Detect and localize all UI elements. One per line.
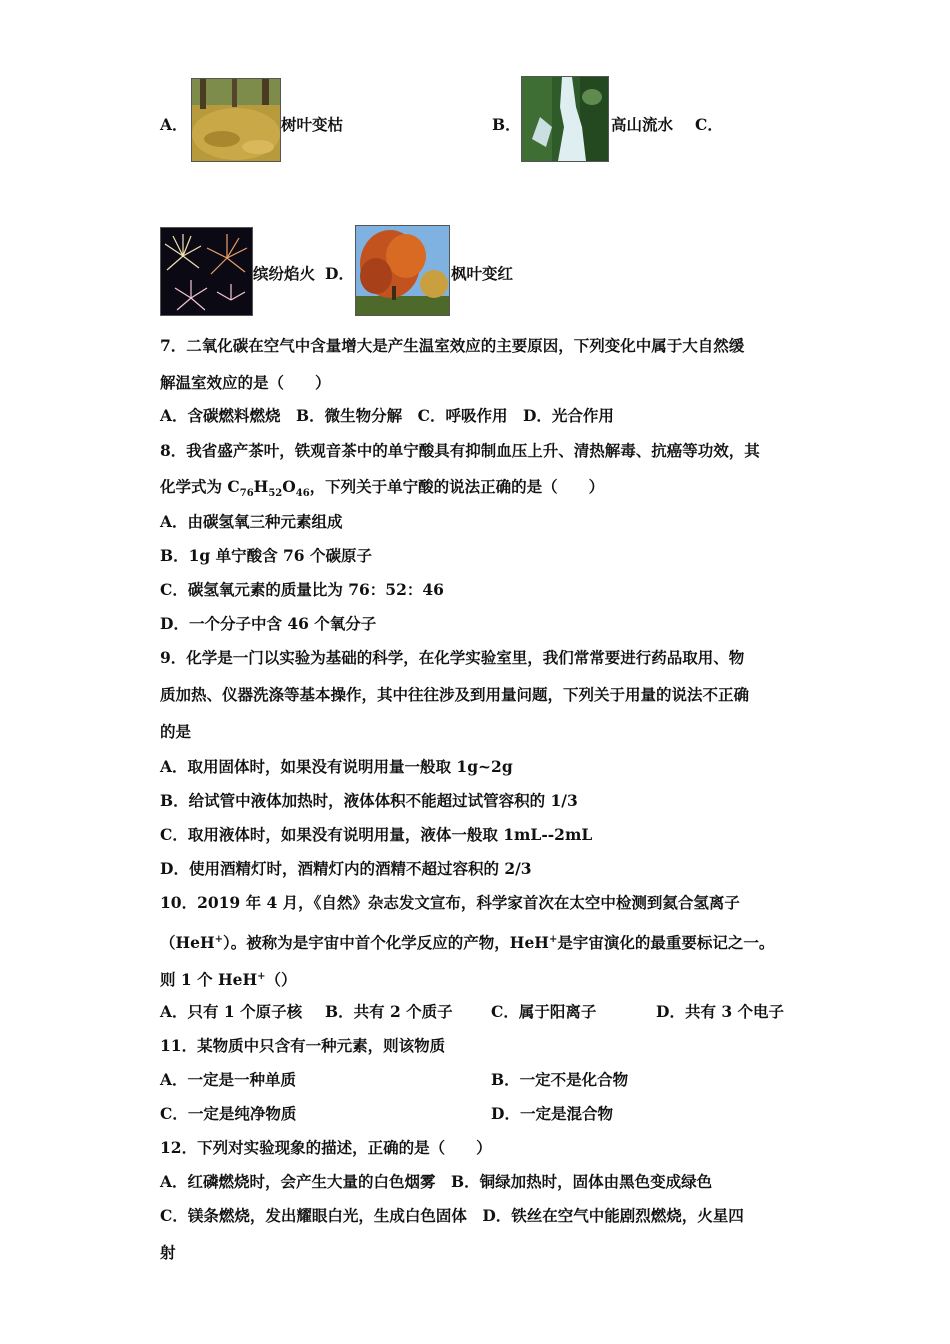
q10-plus-sign-2: + [548, 934, 558, 945]
option-a-letter: A． [160, 115, 188, 134]
q11-option-c: C．一定是纯净物质 [160, 1104, 297, 1123]
q11-option-d: D．一定是混合物 [491, 1104, 613, 1123]
q10-line-2-middle: ）。被称为是宇宙中首个化学反应的产物，HeH [223, 933, 549, 953]
option-a-label: 树叶变枯 [281, 115, 344, 134]
q7-line-2: 解温室效应的是（ ） [160, 373, 331, 392]
q8-option-c: C．碳氢氧元素的质量比为 76：52：46 [160, 580, 444, 599]
q8-c-subscript: 76 [239, 488, 254, 500]
q10-line-3-start: 则 1 个 HeH [160, 970, 258, 990]
q9-option-b: B．给试管中液体加热时，液体体积不能超过试管容积的 1/3 [160, 791, 578, 810]
fireworks-image [160, 227, 253, 316]
red-maple-image [355, 225, 450, 316]
q8-option-d: D．一个分子中含 46 个氧分子 [160, 614, 377, 633]
q10-line-3-end: （） [265, 970, 297, 990]
q10-line-2-end: 是宇宙演化的最重要标记之一。 [557, 933, 775, 953]
q10-line-1: 10．2019 年 4 月，《自然》杂志发文宣布，科学家首次在太空中检测到氦合氢离子 [160, 893, 740, 912]
q8-o-symbol: O [282, 477, 296, 496]
q7-line-1: 7．二氧化碳在空气中含量增大是产生温室效应的主要原因，下列变化中属于大自然缓 [160, 336, 745, 355]
q9-line-3: 的是 [160, 722, 192, 741]
q10-option-c: C．属于阳离子 [491, 1002, 597, 1021]
q8-option-a: A．由碳氢氧三种元素组成 [160, 512, 343, 531]
option-c-label: 缤纷焰火 [253, 264, 316, 283]
q10-option-b: B．共有 2 个质子 [325, 1002, 453, 1021]
q10-plus-sign: + [214, 934, 224, 945]
q10-plus-sign-3: + [257, 971, 266, 982]
q9-line-1: 9．化学是一门以实验为基础的科学，在化学实验室里，我们常常要进行药品取用、物 [160, 648, 745, 667]
q8-line-1: 8．我省盛产茶叶，铁观音茶中的单宁酸具有抑制血压上升、清热解毒、抗癌等功效，其 [160, 441, 760, 460]
q12-line-1: 12．下列对实验现象的描述，正确的是（ ） [160, 1138, 492, 1157]
q9-option-d: D．使用酒精灯时，酒精灯内的酒精不超过容积的 2/3 [160, 859, 532, 878]
q9-option-a: A．取用固体时，如果没有说明用量一般取 1g~2g [160, 757, 513, 776]
q10-line-2 [160, 930, 774, 953]
q9-option-c: C．取用液体时，如果没有说明用量，液体一般取 1mL--2mL [160, 825, 593, 844]
option-b-label: 高山流水 [611, 115, 674, 134]
q10-option-a: A．只有 1 个原子核 [160, 1002, 303, 1021]
q11-option-a: A．一定是一种单质 [160, 1070, 297, 1089]
q10-line-3 [160, 967, 297, 990]
option-c-letter: C． [695, 115, 723, 134]
q10-option-d: D．共有 3 个电子 [656, 1002, 785, 1021]
q12-options-cd-cont: 射 [160, 1243, 176, 1262]
option-d-label: 枫叶变红 [451, 264, 514, 283]
q8-o-subscript: 46 [295, 488, 310, 500]
q8-formula-prefix: 化学式为 C [160, 477, 240, 496]
q8-line-2-rest: ，下列关于单宁酸的说法正确的是（ ） [309, 477, 605, 496]
q8-line-2 [160, 477, 604, 504]
q8-option-b: B．1g 单宁酸含 76 个碳原子 [160, 546, 372, 565]
q8-h-subscript: 52 [268, 488, 283, 500]
q8-h-symbol: H [253, 477, 269, 496]
q12-options-cd: C．镁条燃烧，发出耀眼白光，生成白色固体 D．铁丝在空气中能剧烈燃烧，火星四 [160, 1206, 744, 1225]
withered-leaves-image [191, 78, 281, 162]
q9-line-2: 质加热、仪器洗涤等基本操作，其中往往涉及到用量问题，下列关于用量的说法不正确 [160, 685, 750, 704]
waterfall-image [521, 76, 609, 162]
option-d-letter: D． [325, 264, 354, 283]
q7-options: A．含碳燃料燃烧 B．微生物分解 C．呼吸作用 D．光合作用 [160, 406, 614, 425]
option-b-letter: B． [492, 115, 521, 134]
q11-option-b: B．一定不是化合物 [491, 1070, 629, 1089]
q11-line-1: 11．某物质中只含有一种元素，则该物质 [160, 1036, 446, 1055]
q10-ion-open: （HeH [160, 933, 215, 953]
q12-options-ab: A．红磷燃烧时，会产生大量的白色烟雾 B．铜绿加热时，固体由黑色变成绿色 [160, 1172, 713, 1191]
